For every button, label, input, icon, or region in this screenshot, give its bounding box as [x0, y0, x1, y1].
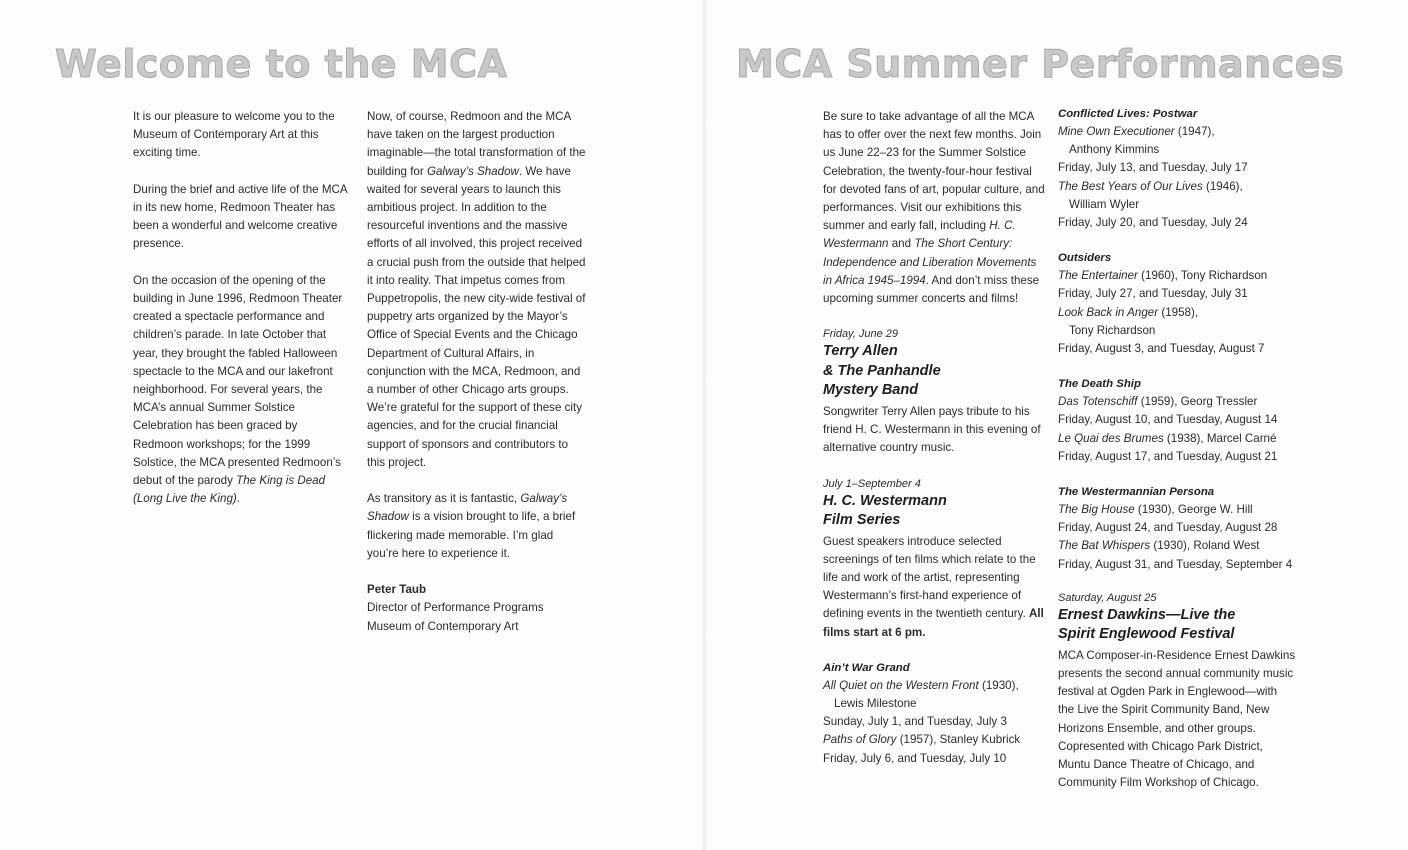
- work-title: Galway’s Shadow: [426, 164, 519, 178]
- film-series-group: [1058, 484, 1296, 574]
- film-listing: All Quiet on the Western Front (1930),: [823, 678, 1019, 692]
- film-series-title: Conflicted Lives: Postwar: [1058, 108, 1198, 120]
- film-dates: Friday, July 6, and Tuesday, July 10: [823, 751, 1007, 765]
- performances-column-1: [823, 108, 1045, 768]
- event-title: Ernest Dawkins—Live the: [1058, 606, 1236, 623]
- event-description: Guest speakers introduce selected screenings of ten films which relate to the life and work of the artist, representing Westermann’s first-hand experience of defining events in the twentieth century. All films start at 6 pm.: [823, 534, 1044, 639]
- film-series-title: Ain’t War Grand: [823, 661, 910, 674]
- welcome-paragraph: As transitory as it is fantastic, Galway’s Shadow is a vision brought to life, a brief flickering made memorable. I’m glad you’re here to experience it.: [367, 492, 576, 560]
- film-director: William Wyler: [1069, 197, 1140, 211]
- film-dates: Sunday, July 1, and Tuesday, July 3: [823, 715, 1007, 729]
- film-dates: Friday, August 31, and Tuesday, September 4: [1058, 557, 1293, 571]
- event-date: Friday, June 29: [823, 328, 899, 341]
- event-title: H. C. Westermann: [823, 492, 947, 509]
- exhibition-title: H. C. Westermann: [823, 219, 1016, 251]
- welcome-paragraph: Now, of course, Redmoon and the MCA have taken on the largest production imaginable—the total transformation of the building for Galway’s Shadow. We have waited for several years to launch this ambitious project. In addition to the resourceful inventions and the massive efforts of all involved, this project received a crucial push from the outside that helped it into reality. That impetus comes from Puppetropolis, the new city-wide festival of puppetry arts organized by the Mayor’s Office of Special Events and the Chicago Department of Cultural Affairs, in conjunction with the MCA, Redmoon, and a number of other Chicago arts groups. We’re grateful for the support of these city agencies, and for the crucial financial support of sponsors and contributors to this project.: [367, 110, 586, 469]
- intro-paragraph: Be sure to take advantage of all the MCA has to offer over the next few months. Join us June 22–23 for the Summer Solstice Celebration, the twenty-four-hour festival for devoted fans of art, popular culture, and performances. Visit our exhibitions this summer and early fall, including H. C. Westermann and The Short Century: Independence and Liberation Movements in Africa 1945–1994. And don’t miss these upcoming summer concerts and films!: [823, 110, 1045, 306]
- film-series-title: Outsiders: [1058, 252, 1112, 265]
- welcome-paragraph: On the occasion of the opening of the building in June 1996, Redmoon Theater created a spectacle performance and children’s parade. In late October that year, they brought the fabled Halloween spectacle to the MCA and our lakefront neighborhood. For several years, the MCA’s annual Summer Solstice Celebration has been graced by Redmoon workshops; for the 1999 Solstice, the MCA presented Redmoon’s debut of the parody The King is Dead (Long Live the King).: [133, 273, 343, 506]
- event-film-series: [823, 476, 1045, 642]
- event-date: July 1–September 4: [823, 477, 921, 490]
- welcome-heading: Welcome to the MCA: [55, 42, 508, 86]
- welcome-column-2: [367, 108, 587, 636]
- event-title: Terry Allen: [823, 343, 898, 360]
- film-series-title: The Westermannian Persona: [1058, 486, 1215, 499]
- summer-performances-heading: MCA Summer Performances: [736, 42, 1345, 86]
- event-title: & The Panhandle: [823, 362, 941, 379]
- film-director: Tony Richardson: [1069, 323, 1156, 337]
- welcome-paragraph: During the brief and active life of the MCA in its new home, Redmoon Theater has been a wonderful and welcome creative presence.: [133, 182, 347, 251]
- film-listing: Le Quai des Brumes (1938), Marcel Carné: [1058, 431, 1277, 445]
- exhibition-title: The Short Century: Independence and Liberation Movements in Africa 1945–1994: [823, 237, 1037, 287]
- right-page: [706, 0, 1408, 850]
- signature-block: [367, 581, 587, 636]
- event-title: Spirit Englewood Festival: [1058, 626, 1235, 643]
- film-series-title: The Death Ship: [1058, 378, 1141, 391]
- event-title: Mystery Band: [823, 382, 919, 399]
- performances-column-2: [1058, 106, 1296, 792]
- film-series-group: [1058, 106, 1296, 232]
- film-dates: Friday, July 13, and Tuesday, July 17: [1058, 161, 1248, 175]
- film-start-time: All films start at 6 pm.: [823, 607, 1044, 639]
- film-listing: The Bat Whispers (1930), Roland West: [1058, 539, 1260, 553]
- work-title: The King is Dead (Long Live the King): [133, 474, 326, 506]
- signature-title: Director of Performance Programs: [367, 601, 544, 615]
- film-series-group: [823, 660, 1045, 768]
- welcome-paragraph: It is our pleasure to welcome you to the Museum of Contemporary Art at this exciting time.: [133, 110, 335, 160]
- film-listing: The Big House (1930), George W. Hill: [1058, 503, 1253, 517]
- film-listing: The Best Years of Our Lives (1946),: [1058, 179, 1243, 193]
- work-title: Galway’s Shadow: [367, 492, 568, 524]
- film-series-group: [1058, 376, 1296, 466]
- left-page: [0, 0, 703, 850]
- film-listing: Das Totenschiff (1959), Georg Tressler: [1058, 395, 1258, 409]
- film-listing: Look Back in Anger (1958),: [1058, 305, 1199, 319]
- film-listing: Mine Own Executioner (1947),: [1058, 125, 1215, 138]
- film-dates: Friday, July 20, and Tuesday, July 24: [1058, 216, 1248, 230]
- film-listing: The Entertainer (1960), Tony Richardson: [1058, 269, 1268, 283]
- event-date: Saturday, August 25: [1058, 591, 1157, 604]
- film-dates: Friday, August 17, and Tuesday, August 21: [1058, 449, 1278, 463]
- event-ernest-dawkins: [1058, 590, 1296, 793]
- event-terry-allen: [823, 326, 1045, 457]
- event-description: MCA Composer-in-Residence Ernest Dawkins presents the second annual community music festival at Ogden Park in Englewood—with the Live the Spirit Community Band, New Horizons Ensemble, and other groups. Copresented with Chicago Park District, Muntu Dance Theatre of Chicago, and Community Film Workshop of Chicago.: [1058, 648, 1296, 790]
- film-series-group: [1058, 250, 1296, 358]
- film-dates: Friday, July 27, and Tuesday, July 31: [1058, 287, 1248, 301]
- signature-organization: Museum of Contemporary Art: [367, 619, 519, 633]
- signature-name: Peter Taub: [367, 583, 427, 597]
- film-director: Anthony Kimmins: [1069, 143, 1160, 157]
- film-listing: Paths of Glory (1957), Stanley Kubrick: [823, 733, 1021, 747]
- film-dates: Friday, August 10, and Tuesday, August 14: [1058, 413, 1278, 427]
- film-dates: Friday, August 24, and Tuesday, August 28: [1058, 521, 1278, 535]
- film-dates: Friday, August 3, and Tuesday, August 7: [1058, 342, 1265, 356]
- event-description: Songwriter Terry Allen pays tribute to his friend H. C. Westermann in this evening of alternative country music.: [823, 404, 1041, 455]
- welcome-column-1: [133, 108, 348, 527]
- event-title: Film Series: [823, 512, 901, 529]
- film-director: Lewis Milestone: [834, 696, 917, 710]
